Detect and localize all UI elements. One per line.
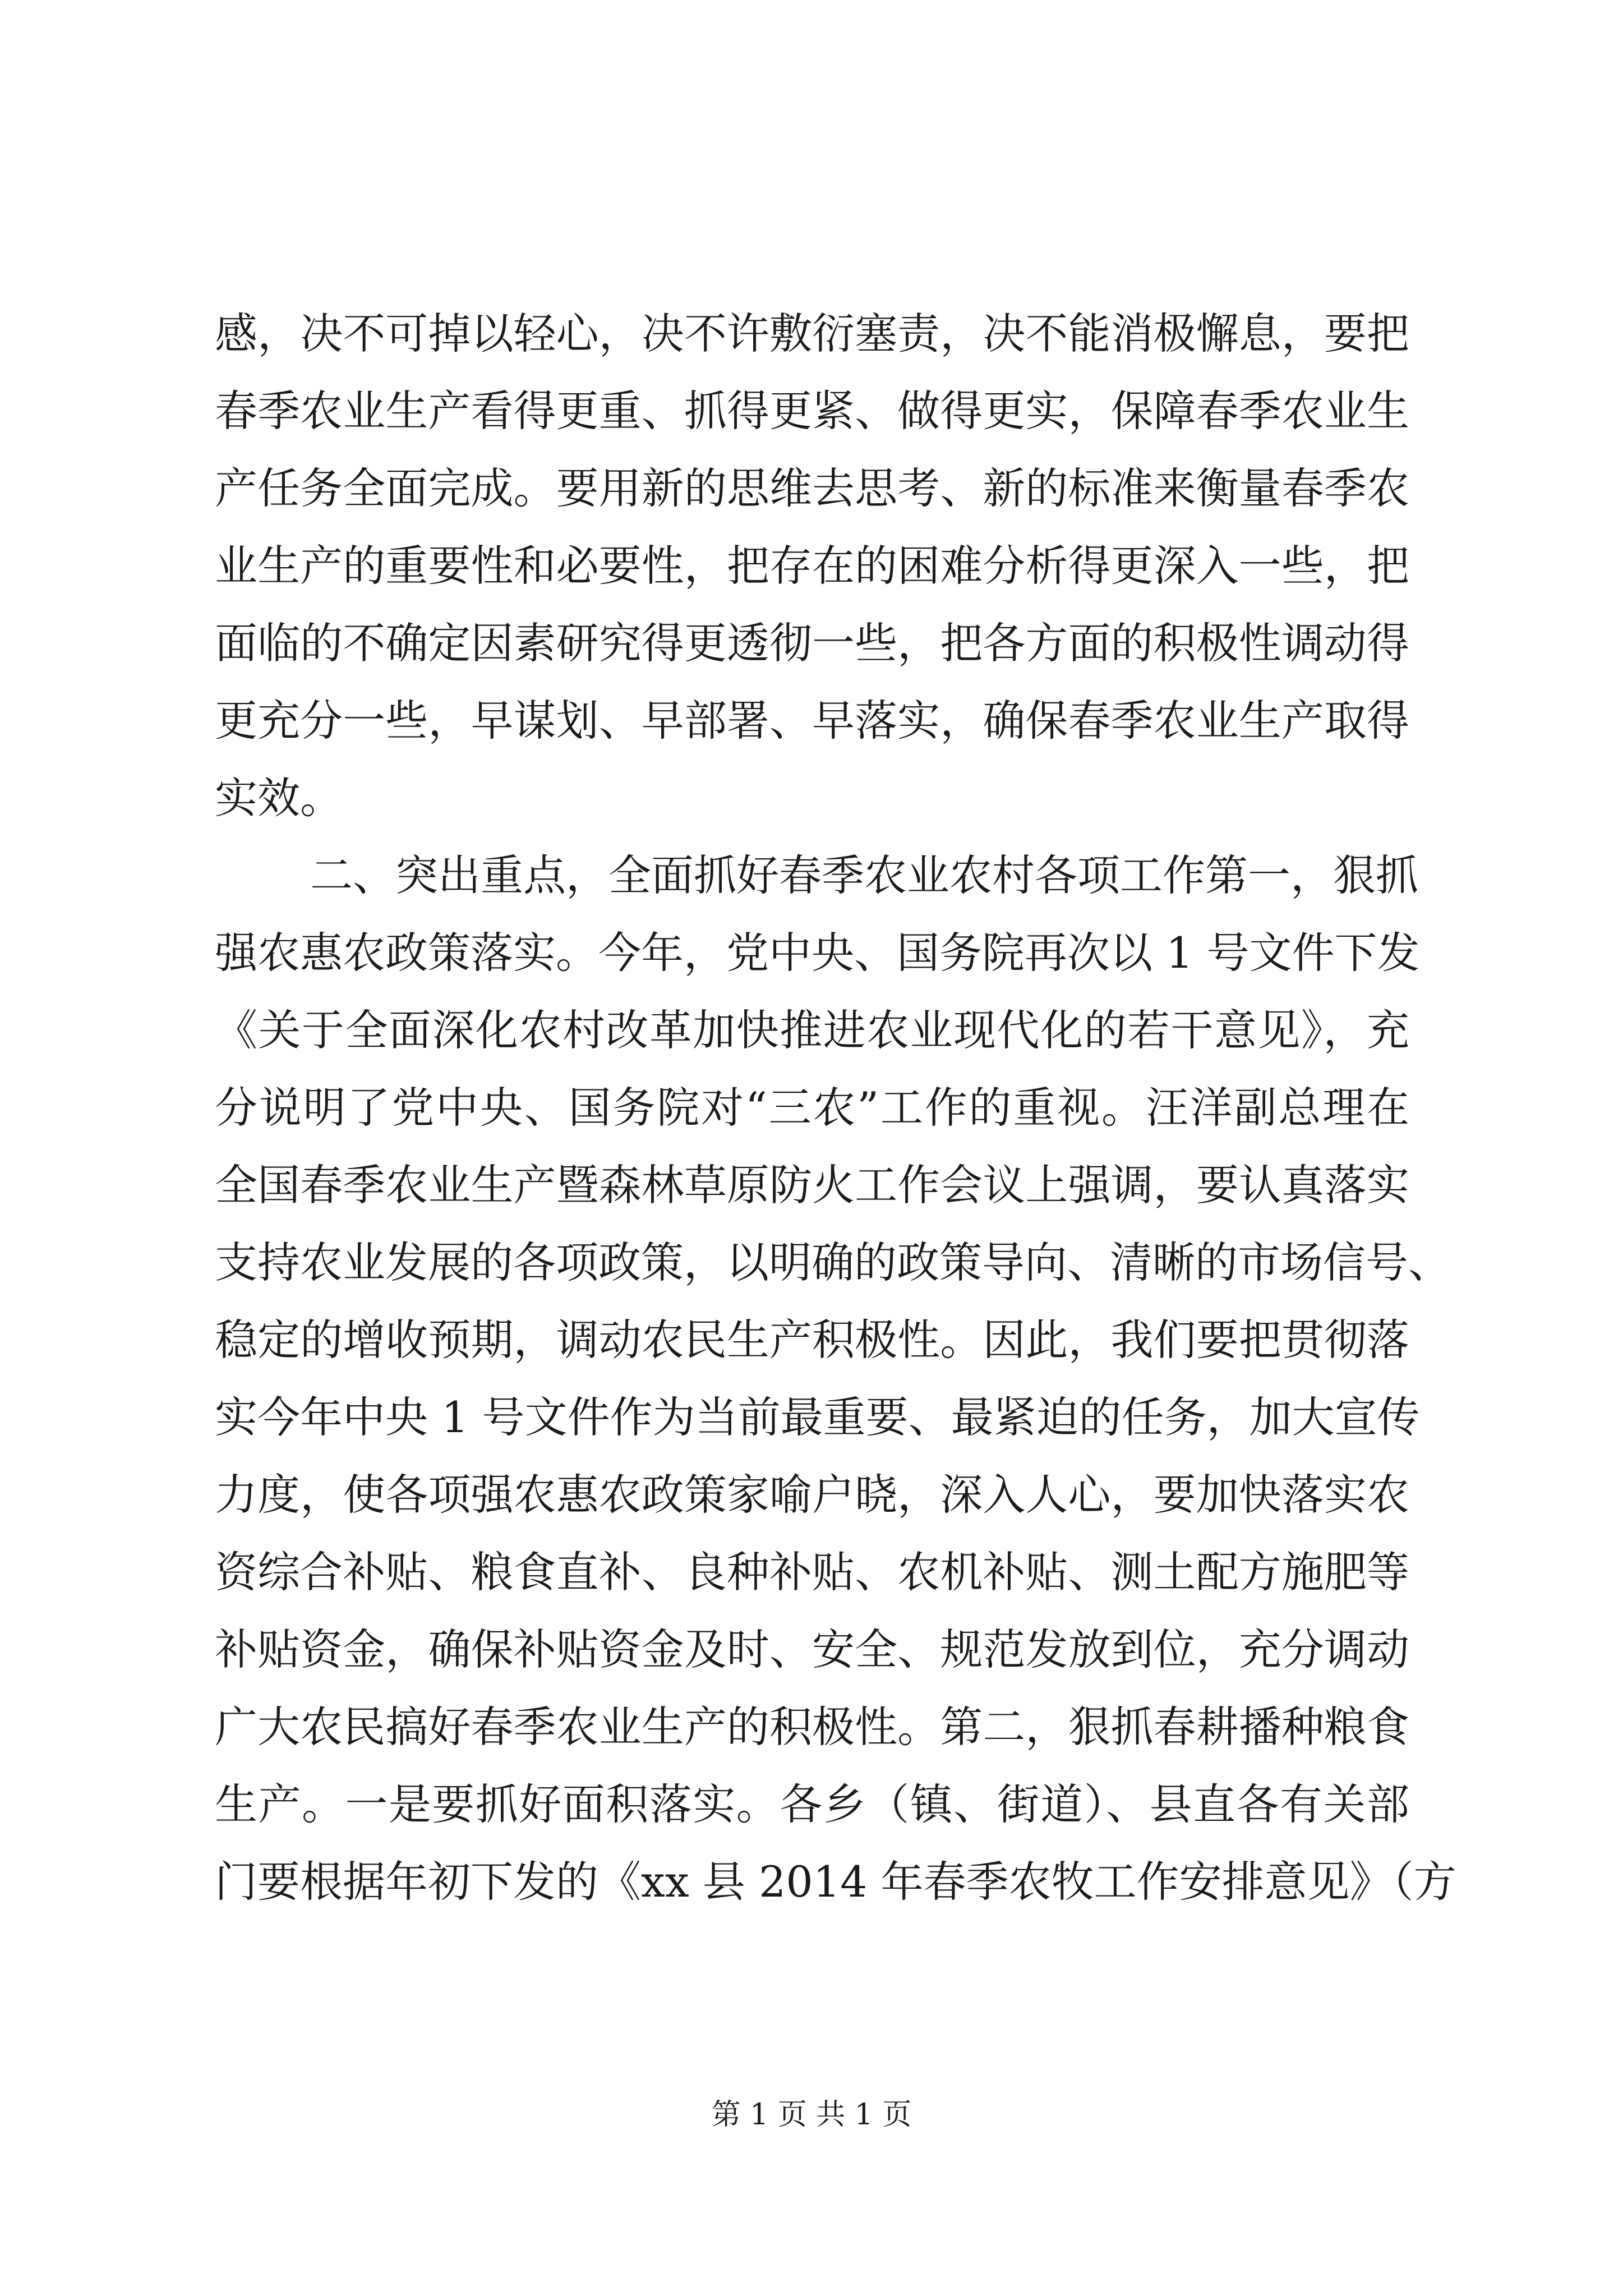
paragraph-start-line: 二、突出重点，全面抓好春季农业农村各项工作第一，狠抓 <box>310 850 1418 900</box>
text-line: 春季农业生产看得更重、抓得更紧、做得更实，保障春季农业生 <box>215 386 1409 436</box>
text-line: 感，决不可掉以轻心，决不许敷衍塞责，决不能消极懈息，要把 <box>215 309 1409 358</box>
text-line: 稳定的增收预期，调动农民生产积极性。因此，我们要把贯彻落 <box>215 1315 1409 1365</box>
text-line: 广大农民搞好春季农业生产的积极性。第二，狠抓春耕播种粮食 <box>215 1702 1409 1752</box>
text-line: 资综合补贴、粮食直补、良种补贴、农机补贴、测土配方施肥等 <box>215 1547 1409 1597</box>
text-line: 实今年中央 1 号文件作为当前最重要、最紧迫的任务，加大宣传 <box>215 1392 1420 1442</box>
text-line: 《关于全面深化农村改革加快推进农业现代化的若干意见》，充 <box>215 1005 1409 1055</box>
text-line: 分说明了党中央、国务院对“三农”工作的重视。汪洋副总理在 <box>215 1083 1409 1133</box>
text-line: 生产。一是要抓好面积落实。各乡（镇、街道）、县直各有关部 <box>215 1779 1409 1829</box>
text-line: 更充分一些，早谋划、早部署、早落实，确保春季农业生产取得 <box>215 696 1409 746</box>
text-line: 面临的不确定因素研究得更透彻一些，把各方面的积极性调动得 <box>215 618 1409 668</box>
text-line: 强农惠农政策落实。今年，党中央、国务院再次以 1 号文件下发 <box>215 928 1420 978</box>
text-line: 补贴资金，确保补贴资金及时、安全、规范发放到位，充分调动 <box>215 1625 1409 1674</box>
text-line: 产任务全面完成。要用新的思维去思考、新的标准来衡量春季农 <box>215 463 1409 513</box>
text-line: 力度，使各项强农惠农政策家喻户晓，深入人心，要加快落实农 <box>215 1470 1409 1520</box>
text-line: 支持农业发展的各项政策，以明确的政策导向、清晰的市场信号、 <box>215 1237 1451 1287</box>
page-number-footer: 第 1 页 共 1 页 <box>711 2098 912 2132</box>
text-line: 全国春季农业生产暨森林草原防火工作会议上强调，要认真落实 <box>215 1160 1409 1210</box>
text-line: 实效。 <box>215 773 343 823</box>
text-line: 门要根据年初下发的《xx 县 2014 年春季农牧工作安排意见》（方 <box>215 1857 1456 1907</box>
text-line: 业生产的重要性和必要性，把存在的困难分析得更深入一些，把 <box>215 541 1409 591</box>
